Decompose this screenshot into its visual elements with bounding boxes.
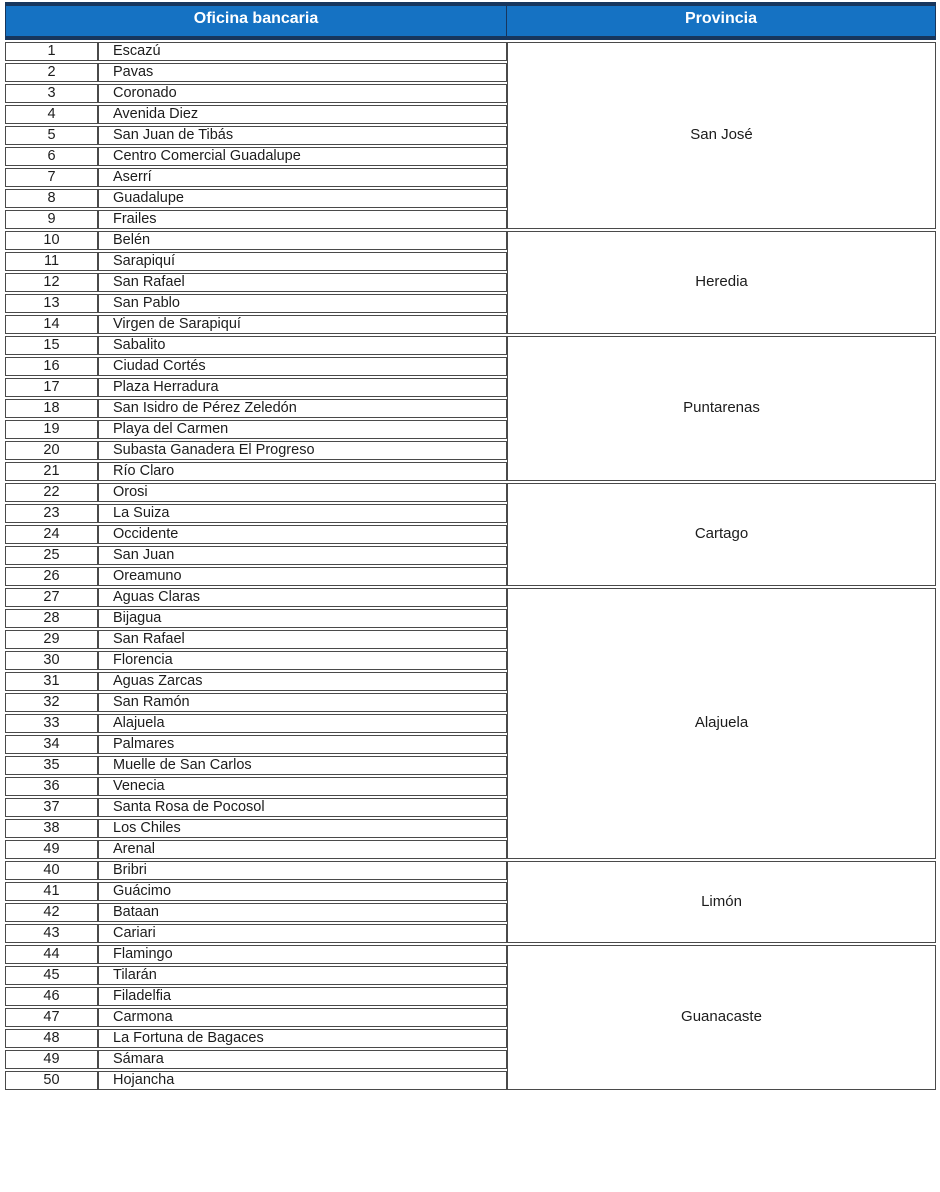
office-name-cell: Sámara [98,1050,507,1069]
office-name-cell: Santa Rosa de Pocosol [98,798,507,817]
row-number-cell: 40 [5,861,98,880]
row-number-cell: 4 [5,105,98,124]
office-name-cell: Alajuela [98,714,507,733]
row-number-cell: 8 [5,189,98,208]
office-name-cell: Filadelfia [98,987,507,1006]
row-number-cell: 23 [5,504,98,523]
row-number-cell: 33 [5,714,98,733]
row-number-cell: 43 [5,924,98,943]
row-number-cell: 25 [5,546,98,565]
row-number-cell: 1 [5,42,98,61]
row-number-cell: 34 [5,735,98,754]
province-cell: Limón [507,861,936,943]
office-name-cell: Pavas [98,63,507,82]
office-name-cell: San Juan [98,546,507,565]
office-name-cell: La Suiza [98,504,507,523]
row-number-cell: 49 [5,1050,98,1069]
table-row [5,945,936,964]
office-name-cell: Bribri [98,861,507,880]
office-name-cell: San Isidro de Pérez Zeledón [98,399,507,418]
office-name-cell: Los Chiles [98,819,507,838]
row-number-cell: 45 [5,966,98,985]
row-number-cell: 29 [5,630,98,649]
row-number-cell: 9 [5,210,98,229]
office-name-cell: San Pablo [98,294,507,313]
row-number-cell: 7 [5,168,98,187]
office-name-cell: Coronado [98,84,507,103]
office-name-cell: Sarapiquí [98,252,507,271]
row-number-cell: 15 [5,336,98,355]
office-name-cell: Venecia [98,777,507,796]
table-row [5,42,936,61]
header-row [5,2,936,40]
province-cell: Puntarenas [507,336,936,481]
office-name-cell: Belén [98,231,507,250]
bank-offices-table [5,0,936,1092]
office-name-cell: Muelle de San Carlos [98,756,507,775]
row-number-cell: 32 [5,693,98,712]
row-number-cell: 46 [5,987,98,1006]
office-name-cell: Tilarán [98,966,507,985]
office-name-cell: Ciudad Cortés [98,357,507,376]
office-name-cell: Orosi [98,483,507,502]
office-name-cell: Guácimo [98,882,507,901]
office-name-cell: San Rafael [98,630,507,649]
row-number-cell: 14 [5,315,98,334]
row-number-cell: 44 [5,945,98,964]
row-number-cell: 38 [5,819,98,838]
table-row [5,231,936,250]
office-name-cell: La Fortuna de Bagaces [98,1029,507,1048]
table-row [5,483,936,502]
office-name-cell: Virgen de Sarapiquí [98,315,507,334]
row-number-cell: 27 [5,588,98,607]
province-cell: Cartago [507,483,936,586]
office-name-cell: Arenal [98,840,507,859]
row-number-cell: 47 [5,1008,98,1027]
office-name-cell: Palmares [98,735,507,754]
office-name-cell: Subasta Ganadera El Progreso [98,441,507,460]
office-name-cell: Frailes [98,210,507,229]
row-number-cell: 26 [5,567,98,586]
row-number-cell: 11 [5,252,98,271]
office-name-cell: Escazú [98,42,507,61]
row-number-cell: 42 [5,903,98,922]
province-cell: San José [507,42,936,229]
row-number-cell: 16 [5,357,98,376]
row-number-cell: 41 [5,882,98,901]
office-column-header: Oficina bancaria [5,2,507,40]
office-name-cell: Cariari [98,924,507,943]
province-cell: Alajuela [507,588,936,859]
row-number-cell: 21 [5,462,98,481]
office-name-cell: Occidente [98,525,507,544]
row-number-cell: 10 [5,231,98,250]
office-name-cell: Avenida Diez [98,105,507,124]
row-number-cell: 35 [5,756,98,775]
province-cell: Guanacaste [507,945,936,1090]
row-number-cell: 24 [5,525,98,544]
row-number-cell: 17 [5,378,98,397]
office-name-cell: Río Claro [98,462,507,481]
office-name-cell: Bataan [98,903,507,922]
row-number-cell: 30 [5,651,98,670]
office-name-cell: Aguas Claras [98,588,507,607]
office-name-cell: San Rafael [98,273,507,292]
office-name-cell: Carmona [98,1008,507,1027]
row-number-cell: 22 [5,483,98,502]
office-name-cell: Aguas Zarcas [98,672,507,691]
table-row [5,588,936,607]
office-name-cell: San Juan de Tibás [98,126,507,145]
table-row [5,861,936,880]
office-name-cell: Playa del Carmen [98,420,507,439]
row-number-cell: 50 [5,1071,98,1090]
row-number-cell: 49 [5,840,98,859]
row-number-cell: 20 [5,441,98,460]
row-number-cell: 28 [5,609,98,628]
row-number-cell: 6 [5,147,98,166]
province-cell: Heredia [507,231,936,334]
row-number-cell: 12 [5,273,98,292]
office-name-cell: Florencia [98,651,507,670]
office-name-cell: Plaza Herradura [98,378,507,397]
row-number-cell: 19 [5,420,98,439]
row-number-cell: 48 [5,1029,98,1048]
office-name-cell: Sabalito [98,336,507,355]
row-number-cell: 3 [5,84,98,103]
office-name-cell: Oreamuno [98,567,507,586]
office-name-cell: Guadalupe [98,189,507,208]
table-body [5,42,936,1090]
province-column-header: Provincia [507,2,936,40]
row-number-cell: 31 [5,672,98,691]
row-number-cell: 37 [5,798,98,817]
row-number-cell: 5 [5,126,98,145]
office-name-cell: Aserrí [98,168,507,187]
office-name-cell: Bijagua [98,609,507,628]
office-name-cell: Centro Comercial Guadalupe [98,147,507,166]
row-number-cell: 18 [5,399,98,418]
row-number-cell: 2 [5,63,98,82]
row-number-cell: 36 [5,777,98,796]
office-name-cell: Hojancha [98,1071,507,1090]
office-name-cell: Flamingo [98,945,507,964]
row-number-cell: 13 [5,294,98,313]
table-header [5,2,936,40]
office-name-cell: San Ramón [98,693,507,712]
table-row [5,336,936,355]
